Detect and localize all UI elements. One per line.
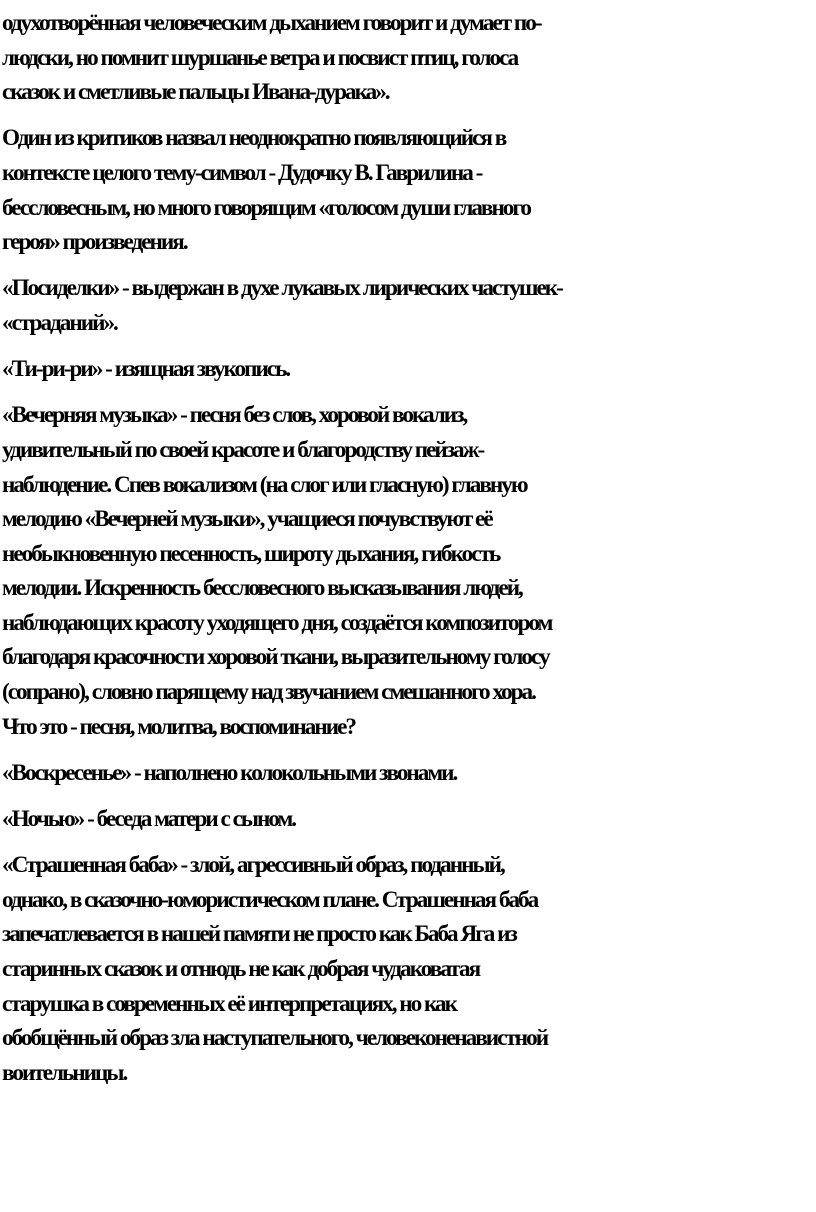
- paragraph-ti-ri-ri: [2, 352, 816, 387]
- text-line: наблюдение. Спев вокализом (на слог или гласную) главную: [2, 471, 527, 498]
- text-line: героя» произведения.: [2, 229, 187, 256]
- text-line: одухотворённая человеческим дыханием говорит и думает по-: [2, 10, 541, 36]
- text-line: Один из критиков назвал неоднократно появляющийся в: [2, 125, 506, 152]
- paragraph-intro-continuation: [2, 6, 816, 110]
- text-line: «Ти-ри-ри» - изящная звукопись.: [2, 356, 290, 383]
- text-line: «Вечерняя музыка» - песня без слов, хоровой вокализ,: [2, 402, 467, 429]
- text-line: запечатлевается в нашей памяти не просто как Баба Яга из: [2, 921, 516, 948]
- text-line: удивительный по своей красоте и благородству пейзаж-: [2, 436, 484, 463]
- text-line: необыкновенную песенность, широту дыхания, гибкость: [2, 540, 500, 567]
- text-line: (сопрано), словно парящему над звучанием смешанного хора.: [2, 679, 535, 706]
- text-line: благодаря красочности хоровой ткани, выразительному голосу: [2, 644, 549, 671]
- text-line: «Посиделки» - выдержан в духе лукавых лирических частушек-: [2, 275, 562, 302]
- text-line: бессловесным, но много говорящим «голосом души главного: [2, 194, 530, 221]
- text-line: старушка в современных её интерпретациях, но как: [2, 990, 457, 1017]
- text-line: Что это - песня, молитва, воспоминание?: [2, 713, 355, 740]
- text-line: «Воскресенье» - наполнено колокольными звонами.: [2, 759, 457, 786]
- text-line: наблюдающих красоту уходящего дня, создаётся композитором: [2, 609, 552, 636]
- text-line: людски, но помнит шуршанье ветра и посвист птиц, голоса: [2, 44, 518, 71]
- paragraph-evening-music: [2, 398, 816, 744]
- paragraph-nochyu: [2, 802, 816, 837]
- text-line: однако, в сказочно-юмористическом плане. Страшенная баба: [2, 886, 538, 913]
- text-line: старинных сказок и отнюдь не как добрая чудаковатая: [2, 956, 480, 982]
- text-line: «Ночью» - беседа матери с сыном.: [2, 806, 296, 833]
- paragraph-critic-dudochka: [2, 121, 816, 259]
- text-line: мелодии. Искренность бессловесного высказывания людей,: [2, 575, 522, 602]
- text-line: «страданий».: [2, 309, 117, 336]
- text-line: сказок и сметливые пальцы Ивана-дурака».: [2, 79, 389, 106]
- text-line: обобщённый образ зла наступательного, человеконенавистной: [2, 1025, 548, 1052]
- paragraph-voskresenie: [2, 756, 816, 791]
- paragraph-posidelki: [2, 271, 816, 340]
- text-line: воительницы.: [2, 1059, 127, 1086]
- text-line: «Страшенная баба» - злой, агрессивный образ, поданный,: [2, 852, 504, 879]
- paragraph-strashennaya-baba: [2, 848, 816, 1090]
- text-line: мелодию «Вечерней музыки», учащиеся почувствуют её: [2, 506, 492, 533]
- text-line: контексте целого тему-символ - Дудочку В. Гаврилина -: [2, 159, 482, 186]
